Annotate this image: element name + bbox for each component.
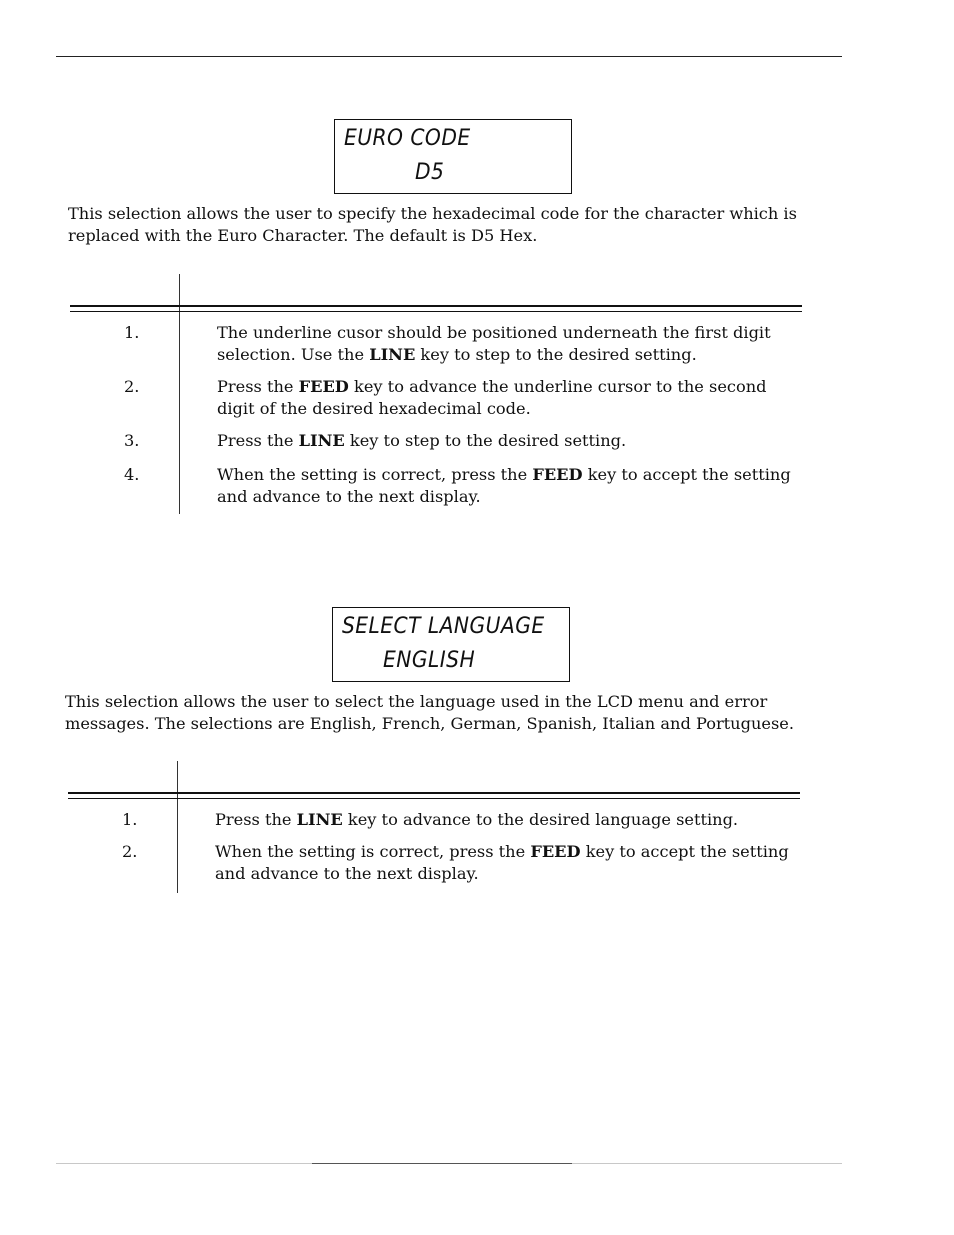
- step-text-line: [217, 486, 797, 508]
- step-text: [217, 464, 797, 508]
- lcd-display-select-language: [332, 607, 570, 682]
- lcd-line-2: D5: [415, 160, 445, 185]
- table-header-rule: [70, 305, 802, 312]
- text-run: When the setting is correct, press the: [215, 842, 531, 861]
- step-text-line: [217, 344, 797, 366]
- description-line: messages. The selections are English, French, German, Spanish, Italian and Portuguese.: [65, 714, 795, 733]
- step-text-line: [217, 464, 797, 486]
- step-number: 2.: [124, 377, 140, 396]
- lcd-line-2: ENGLISH: [383, 648, 476, 673]
- step-text-line: [217, 376, 797, 398]
- step-text-line: [215, 863, 795, 885]
- step-text: [217, 376, 797, 420]
- text-run: digit of the desired hexadecimal code.: [217, 399, 531, 418]
- text-run: When the setting is correct, press the: [217, 465, 533, 484]
- step-text-line: [217, 322, 797, 344]
- step-text-line: [215, 841, 795, 863]
- step-text: [217, 322, 797, 366]
- text-run: key to accept the setting: [582, 465, 791, 484]
- description-line: This selection allows the user to select the language used in the LCD menu and error: [65, 692, 768, 711]
- header-rule: [56, 56, 842, 57]
- column-divider: [177, 761, 178, 893]
- step-text-line: [215, 809, 795, 831]
- step-number: 2.: [122, 842, 138, 861]
- step-number: 3.: [124, 431, 140, 450]
- euro-code-description: [68, 203, 808, 247]
- step-text-line: [217, 398, 797, 420]
- text-run: and advance to the next display.: [215, 864, 479, 883]
- text-run: key to advance to the desired language setting.: [342, 810, 739, 829]
- footer-rule-accent: [312, 1163, 572, 1164]
- lcd-line-1: SELECT LANGUAGE: [342, 614, 545, 639]
- text-run: selection. Use the: [217, 345, 370, 364]
- step-number: 1.: [122, 810, 138, 829]
- key-name: FEED: [530, 842, 581, 861]
- text-run: The underline cusor should be positioned underneath the first digit: [217, 323, 771, 342]
- text-run: Press the: [215, 810, 297, 829]
- euro-code-steps-table: [70, 274, 802, 514]
- key-name: LINE: [296, 810, 343, 829]
- step-text: [215, 809, 795, 831]
- step-text: [215, 841, 795, 885]
- text-run: and advance to the next display.: [217, 487, 481, 506]
- key-name: FEED: [532, 465, 583, 484]
- text-run: key to step to the desired setting.: [415, 345, 697, 364]
- table-header-rule: [68, 792, 800, 799]
- text-run: key to accept the setting: [580, 842, 789, 861]
- step-text-line: [217, 430, 797, 452]
- select-language-description: [65, 691, 805, 735]
- text-run: Press the: [217, 431, 299, 450]
- description-line: This selection allows the user to specify the hexadecimal code for the character which is: [68, 204, 797, 223]
- text-run: key to advance the underline cursor to the second: [348, 377, 767, 396]
- lcd-line-1: EURO CODE: [344, 126, 471, 151]
- step-number: 4.: [124, 465, 140, 484]
- step-number: 1.: [124, 323, 140, 342]
- description-line: replaced with the Euro Character. The default is D5 Hex.: [68, 226, 538, 245]
- lcd-display-euro-code: [334, 119, 572, 194]
- step-text: [217, 430, 797, 452]
- key-name: FEED: [298, 377, 349, 396]
- text-run: Press the: [217, 377, 299, 396]
- key-name: LINE: [298, 431, 345, 450]
- select-language-steps-table: [68, 761, 800, 893]
- key-name: LINE: [369, 345, 416, 364]
- text-run: key to step to the desired setting.: [344, 431, 627, 450]
